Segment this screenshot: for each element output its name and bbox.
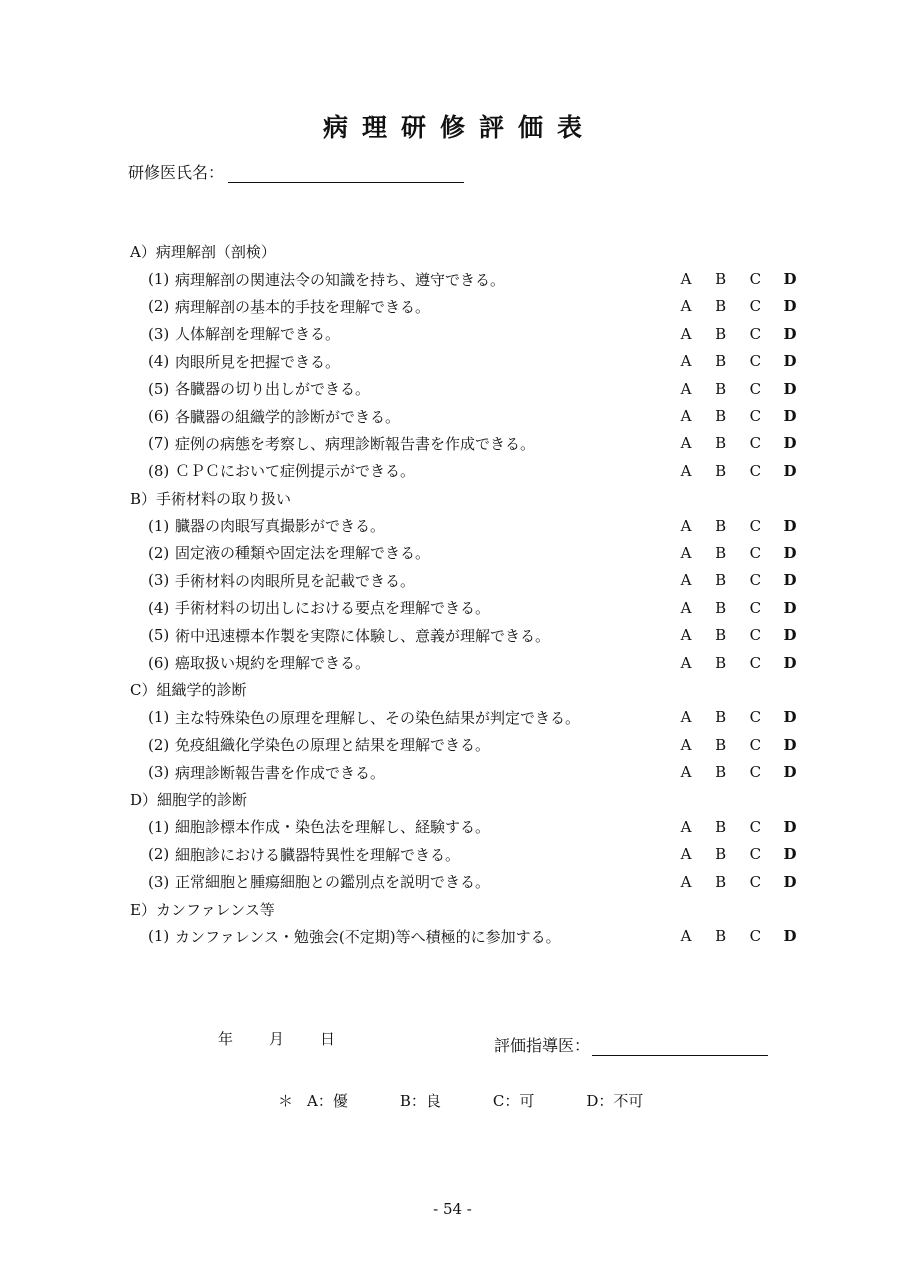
grade-option-d[interactable]: D bbox=[783, 735, 797, 754]
grade-option-c[interactable]: C bbox=[749, 461, 762, 480]
grade-option-d[interactable]: D bbox=[783, 352, 797, 371]
page-title: 病理研修評価表 bbox=[322, 113, 596, 142]
grade-option-b[interactable]: B bbox=[715, 626, 727, 645]
item-text: 人体解剖を理解できる。 bbox=[175, 325, 341, 344]
evaluator-signature-blank[interactable] bbox=[592, 1037, 768, 1056]
grade-option-c[interactable]: C bbox=[749, 817, 762, 836]
grade-option-c[interactable]: C bbox=[749, 297, 762, 316]
grade-option-b[interactable]: B bbox=[715, 352, 727, 371]
legend-item-b: B：良 bbox=[399, 1092, 441, 1110]
legend-item-c: C：可 bbox=[492, 1092, 535, 1110]
grade-options bbox=[676, 736, 800, 754]
grade-option-c[interactable]: C bbox=[749, 571, 762, 590]
date-year-label: 年 bbox=[218, 1030, 234, 1048]
item-text: 症例の病態を考察し、病理診断報告書を作成できる。 bbox=[175, 434, 536, 453]
evaluation-item bbox=[130, 649, 810, 676]
grade-option-a[interactable]: A bbox=[680, 352, 692, 371]
grade-option-a[interactable]: A bbox=[680, 461, 692, 480]
grade-options bbox=[676, 544, 800, 562]
item-number: (3) bbox=[148, 571, 170, 590]
grade-option-b[interactable]: B bbox=[715, 379, 727, 398]
item-number: (1) bbox=[148, 817, 170, 836]
grade-options bbox=[676, 434, 800, 452]
grade-option-b[interactable]: B bbox=[715, 598, 727, 617]
grade-option-d[interactable]: D bbox=[783, 626, 797, 645]
grade-option-c[interactable]: C bbox=[749, 872, 762, 891]
item-text: ＣＰＣにおいて症例提示ができる。 bbox=[175, 462, 416, 481]
section-heading: B）手術材料の取り扱い bbox=[130, 489, 292, 508]
grade-option-a[interactable]: A bbox=[680, 571, 692, 590]
grade-option-c[interactable]: C bbox=[749, 708, 762, 727]
grade-option-b[interactable]: B bbox=[715, 872, 727, 891]
grade-option-b[interactable]: B bbox=[715, 434, 727, 453]
grade-option-b[interactable]: B bbox=[715, 927, 727, 946]
item-text: 各臓器の切り出しができる。 bbox=[175, 380, 371, 399]
legend-item-a: A：優 bbox=[307, 1092, 348, 1110]
item-number: (6) bbox=[148, 407, 170, 426]
grade-option-a[interactable]: A bbox=[680, 324, 692, 343]
grade-option-d[interactable]: D bbox=[783, 379, 797, 398]
item-text: 臓器の肉眼写真撮影ができる。 bbox=[175, 517, 386, 536]
grade-option-a[interactable]: A bbox=[680, 653, 692, 672]
grade-option-a[interactable]: A bbox=[680, 407, 692, 426]
section-heading: C）組織学的診断 bbox=[130, 681, 247, 700]
grade-option-d[interactable]: D bbox=[783, 817, 797, 836]
grade-option-d[interactable]: D bbox=[783, 763, 797, 782]
item-number: (6) bbox=[148, 653, 170, 672]
item-number: (2) bbox=[148, 297, 170, 316]
evaluation-item bbox=[130, 512, 810, 539]
grade-option-a[interactable]: A bbox=[680, 817, 692, 836]
date-month-label: 月 bbox=[269, 1030, 285, 1048]
item-text: 手術材料の切出しにおける要点を理解できる。 bbox=[175, 599, 491, 618]
evaluation-item bbox=[130, 430, 810, 457]
evaluation-item bbox=[130, 320, 810, 347]
grade-option-d[interactable]: D bbox=[783, 324, 797, 343]
date-field bbox=[218, 1028, 335, 1049]
grade-options bbox=[676, 626, 800, 644]
section-heading: A）病理解剖（剖検） bbox=[130, 243, 276, 262]
grade-option-a[interactable]: A bbox=[680, 735, 692, 754]
grade-options bbox=[676, 297, 800, 315]
grade-option-a[interactable]: A bbox=[680, 872, 692, 891]
item-text: 免疫組織化学染色の原理と結果を理解できる。 bbox=[175, 736, 491, 755]
grade-option-a[interactable]: A bbox=[680, 434, 692, 453]
grade-option-b[interactable]: B bbox=[715, 297, 727, 316]
grade-option-c[interactable]: C bbox=[749, 735, 762, 754]
grade-option-c[interactable]: C bbox=[749, 927, 762, 946]
trainee-name-blank[interactable] bbox=[228, 164, 464, 183]
legend-item-d: D：不可 bbox=[586, 1092, 644, 1110]
grade-option-d[interactable]: D bbox=[783, 407, 797, 426]
grade-option-d[interactable]: D bbox=[783, 845, 797, 864]
evaluation-item bbox=[130, 348, 810, 375]
item-number: (1) bbox=[148, 516, 170, 535]
evaluation-item bbox=[130, 457, 810, 484]
item-number: (4) bbox=[148, 352, 170, 371]
item-number: (4) bbox=[148, 598, 170, 617]
item-text: 正常細胞と腫瘍細胞との鑑別点を説明できる。 bbox=[175, 873, 491, 892]
evaluation-item bbox=[130, 594, 810, 621]
item-number: (1) bbox=[148, 270, 170, 289]
grade-option-c[interactable]: C bbox=[749, 626, 762, 645]
grade-option-c[interactable]: C bbox=[749, 598, 762, 617]
grade-option-c[interactable]: C bbox=[749, 763, 762, 782]
item-number: (5) bbox=[148, 626, 170, 645]
item-number: (2) bbox=[148, 735, 170, 754]
grade-option-d[interactable]: D bbox=[783, 927, 797, 946]
grade-option-b[interactable]: B bbox=[715, 324, 727, 343]
date-day-label: 日 bbox=[320, 1030, 336, 1048]
item-text: 細胞診標本作成・染色法を理解し、経験する。 bbox=[175, 818, 491, 837]
item-text: 細胞診における臓器特異性を理解できる。 bbox=[175, 845, 461, 864]
grade-legend bbox=[278, 1090, 643, 1111]
grade-option-b[interactable]: B bbox=[715, 461, 727, 480]
item-text: 肉眼所見を把握できる。 bbox=[175, 352, 341, 371]
grade-option-b[interactable]: B bbox=[715, 407, 727, 426]
item-number: (5) bbox=[148, 379, 170, 398]
item-text: カンファレンス・勉強会(不定期)等へ積極的に参加する。 bbox=[175, 927, 561, 946]
section-heading: E）カンファレンス等 bbox=[130, 900, 275, 919]
item-text: 各臓器の組織学的診断ができる。 bbox=[175, 407, 401, 426]
grade-option-c[interactable]: C bbox=[749, 543, 762, 562]
grade-option-d[interactable]: D bbox=[783, 543, 797, 562]
grade-option-c[interactable]: C bbox=[749, 407, 762, 426]
evaluation-item bbox=[130, 402, 810, 429]
grade-options bbox=[676, 571, 800, 589]
evaluation-item bbox=[130, 265, 810, 292]
grade-options bbox=[676, 352, 800, 370]
grade-option-d[interactable]: D bbox=[783, 297, 797, 316]
grade-options bbox=[676, 462, 800, 480]
item-number: (3) bbox=[148, 324, 170, 343]
evaluation-item bbox=[130, 567, 810, 594]
trainee-name-label: 研修医氏名： bbox=[128, 163, 225, 182]
evaluation-item bbox=[130, 621, 810, 648]
grade-option-b[interactable]: B bbox=[715, 653, 727, 672]
grade-option-c[interactable]: C bbox=[749, 379, 762, 398]
grade-option-b[interactable]: B bbox=[715, 543, 727, 562]
grade-option-d[interactable]: D bbox=[783, 516, 797, 535]
evaluation-item bbox=[130, 758, 810, 785]
evaluator-label: 評価指導医： bbox=[494, 1036, 591, 1055]
grade-options bbox=[676, 763, 800, 781]
grade-options bbox=[676, 873, 800, 891]
evaluation-item bbox=[130, 731, 810, 758]
item-text: 病理解剖の関連法令の知識を持ち、遵守できる。 bbox=[175, 270, 506, 289]
item-text: 術中迅速標本作製を実際に体験し、意義が理解できる。 bbox=[175, 626, 551, 645]
grade-options bbox=[676, 270, 800, 288]
evaluation-item bbox=[130, 704, 810, 731]
grade-option-b[interactable]: B bbox=[715, 817, 727, 836]
page-number: - 54 - bbox=[433, 1200, 472, 1218]
item-number: (3) bbox=[148, 763, 170, 782]
grade-option-a[interactable]: A bbox=[680, 845, 692, 864]
item-text: 病理診断報告書を作成できる。 bbox=[175, 763, 386, 782]
item-number: (7) bbox=[148, 434, 170, 453]
item-number: (3) bbox=[148, 872, 170, 891]
item-number: (2) bbox=[148, 543, 170, 562]
item-number: (2) bbox=[148, 845, 170, 864]
grade-options bbox=[676, 654, 800, 672]
evaluation-item bbox=[130, 813, 810, 840]
grade-option-a[interactable]: A bbox=[680, 379, 692, 398]
grade-option-a[interactable]: A bbox=[680, 297, 692, 316]
grade-option-a[interactable]: A bbox=[680, 270, 692, 289]
grade-option-d[interactable]: D bbox=[783, 653, 797, 672]
evaluation-item bbox=[130, 868, 810, 895]
evaluation-item bbox=[130, 923, 810, 950]
grade-option-c[interactable]: C bbox=[749, 434, 762, 453]
grade-option-a[interactable]: A bbox=[680, 927, 692, 946]
grade-options bbox=[676, 325, 800, 343]
grade-option-b[interactable]: B bbox=[715, 735, 727, 754]
grade-options bbox=[676, 818, 800, 836]
grade-option-b[interactable]: B bbox=[715, 845, 727, 864]
evaluation-item bbox=[130, 539, 810, 566]
grade-option-d[interactable]: D bbox=[783, 571, 797, 590]
grade-option-d[interactable]: D bbox=[783, 598, 797, 617]
item-text: 癌取扱い規約を理解できる。 bbox=[175, 654, 371, 673]
grade-option-b[interactable]: B bbox=[715, 763, 727, 782]
grade-options bbox=[676, 927, 800, 945]
grade-option-c[interactable]: C bbox=[749, 516, 762, 535]
section-heading: D）細胞学的診断 bbox=[130, 791, 248, 809]
grade-option-b[interactable]: B bbox=[715, 708, 727, 727]
evaluation-item bbox=[130, 375, 810, 402]
item-number: (1) bbox=[148, 927, 170, 946]
legend-asterisk: ＊ bbox=[278, 1092, 294, 1110]
grade-option-c[interactable]: C bbox=[749, 653, 762, 672]
grade-option-c[interactable]: C bbox=[749, 352, 762, 371]
grade-options bbox=[676, 845, 800, 863]
item-text: 病理解剖の基本的手技を理解できる。 bbox=[175, 297, 431, 316]
grade-option-b[interactable]: B bbox=[715, 270, 727, 289]
grade-option-d[interactable]: D bbox=[783, 270, 797, 289]
grade-option-c[interactable]: C bbox=[749, 324, 762, 343]
grade-option-a[interactable]: A bbox=[680, 708, 692, 727]
grade-option-a[interactable]: A bbox=[680, 543, 692, 562]
grade-option-b[interactable]: B bbox=[715, 571, 727, 590]
grade-option-a[interactable]: A bbox=[680, 763, 692, 782]
grade-options bbox=[676, 599, 800, 617]
grade-option-b[interactable]: B bbox=[715, 516, 727, 535]
grade-option-a[interactable]: A bbox=[680, 516, 692, 535]
item-text: 手術材料の肉眼所見を記載できる。 bbox=[175, 571, 416, 590]
grade-option-c[interactable]: C bbox=[749, 845, 762, 864]
grade-option-d[interactable]: D bbox=[783, 708, 797, 727]
evaluator-field bbox=[494, 1033, 768, 1056]
grade-options bbox=[676, 380, 800, 398]
grade-options bbox=[676, 407, 800, 425]
grade-options bbox=[676, 708, 800, 726]
item-text: 主な特殊染色の原理を理解し、その染色結果が判定できる。 bbox=[175, 708, 581, 727]
item-number: (1) bbox=[148, 708, 170, 727]
item-number: (8) bbox=[148, 461, 170, 480]
grade-option-a[interactable]: A bbox=[680, 626, 692, 645]
evaluation-item bbox=[130, 841, 810, 868]
evaluation-list bbox=[130, 238, 810, 950]
grade-option-d[interactable]: D bbox=[783, 434, 797, 453]
grade-option-a[interactable]: A bbox=[680, 598, 692, 617]
trainee-name-field bbox=[128, 160, 464, 183]
grade-option-d[interactable]: D bbox=[783, 461, 797, 480]
grade-option-d[interactable]: D bbox=[783, 872, 797, 891]
grade-options bbox=[676, 517, 800, 535]
evaluation-item bbox=[130, 293, 810, 320]
grade-option-c[interactable]: C bbox=[749, 270, 762, 289]
item-text: 固定液の種類や固定法を理解できる。 bbox=[175, 544, 431, 563]
